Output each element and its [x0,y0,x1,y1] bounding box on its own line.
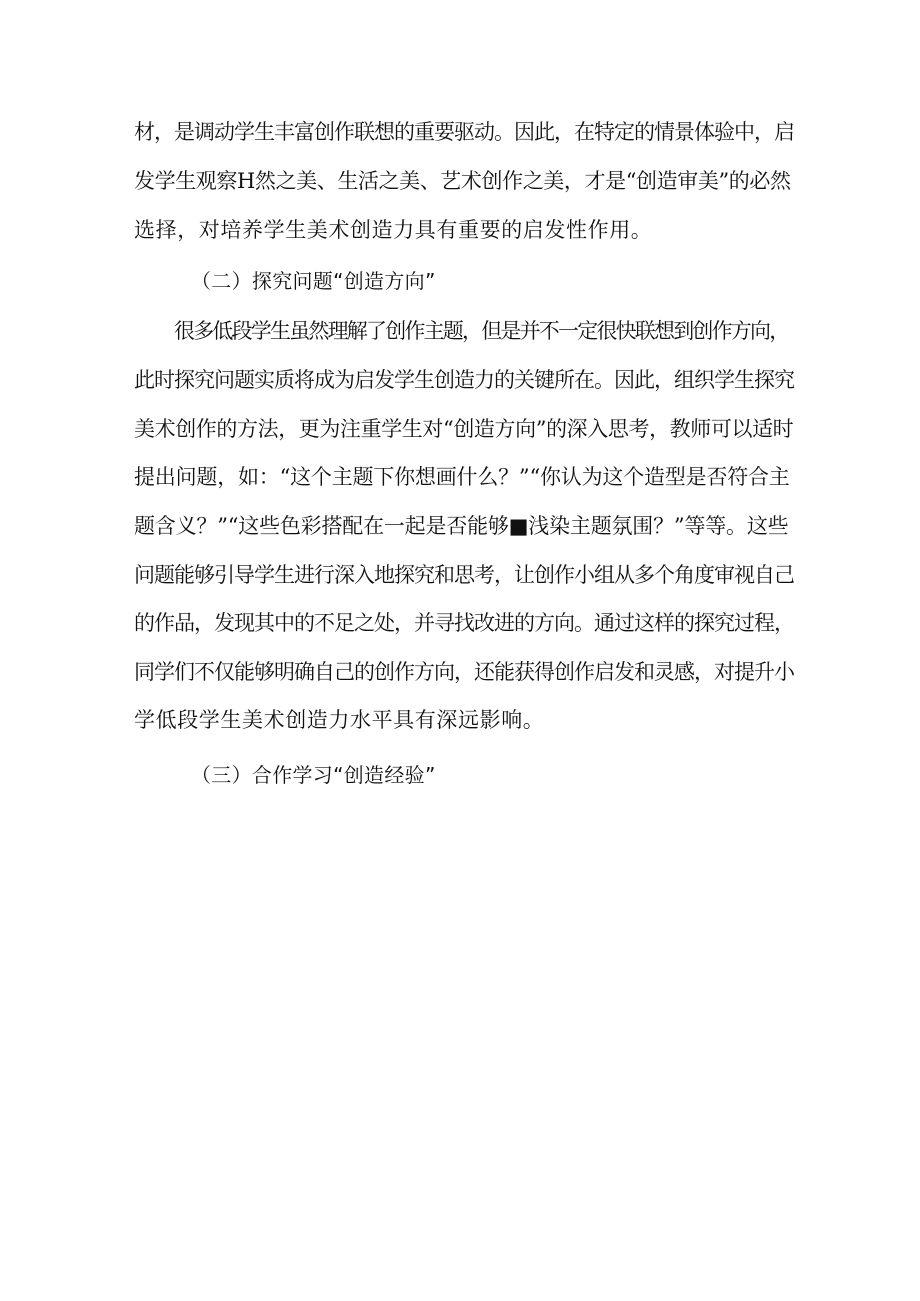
paragraph-2-line-1: 很多低段学生虽然理解了创作主题，但是并不一定很快联想到创作方向， [174,319,789,343]
paragraph-2-line-5: 题含义？”“这些色彩搭配在一起是否能够■浅染主题氛围？”等等。这些 [134,514,789,538]
paragraph-2-line-6: 问题能够引导学生进行深入地探究和思考，让创作小组从多个角度审视自己 [134,563,794,587]
section-heading-3: （三）合作学习“创造经验” [191,763,436,787]
paragraph-1-line-3: 选择，对培养学生美术创造力具有重要的启发性作用。 [134,218,653,242]
paragraph-1-line-2: 发学生观察H然之美、生活之美、艺术创作之美，才是“创造审美”的必然 [134,169,791,193]
paragraph-2-line-9: 学低段学生美术创造力水平具有深远影响。 [134,708,545,732]
paragraph-2-line-2: 此时探究问题实质将成为启发学生创造力的关键所在。因此，组织学生探究 [134,368,794,392]
paragraph-2-line-7: 的作品，发现其中的不足之处，并寻找改进的方向。通过这样的探究过程， [134,611,794,635]
paragraph-2-line-4: 提出问题，如：“这个主题下你想画什么？”“你认为这个造型是否符合主 [134,465,790,489]
paragraph-2-line-8: 同学们不仅能够明确自己的创作方向，还能获得创作启发和灵感，对提升小 [134,660,794,684]
paragraph-2-line-3: 美术创作的方法，更为注重学生对“创造方向”的深入思考，教师可以适时 [134,417,794,441]
section-heading-2: （二）探究问题“创造方向” [191,269,436,293]
paragraph-1-line-1: 材，是调动学生丰富创作联想的重要驱动。因此，在特定的情景体验中，启 [134,120,794,144]
